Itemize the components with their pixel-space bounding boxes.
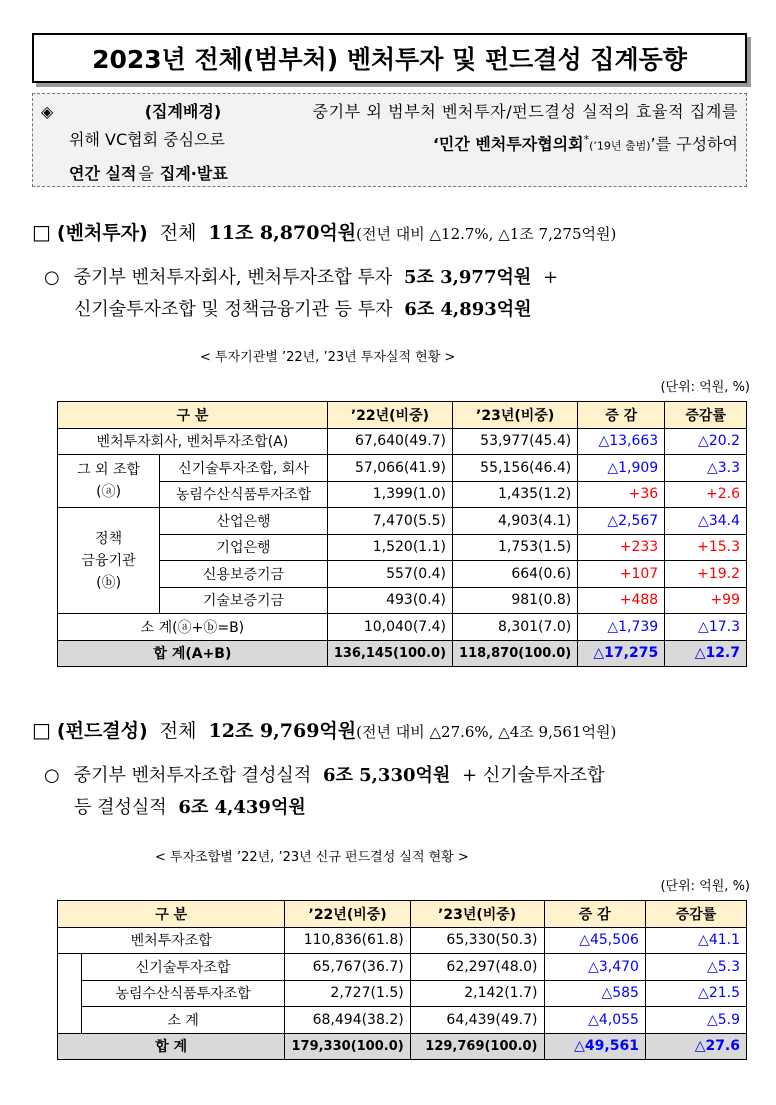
cell-2023: 55,156(46.4) — [453, 455, 578, 482]
header-rate: 증감률 — [645, 901, 746, 928]
section-fund-heading — [32, 716, 616, 743]
section-fund-bullet — [44, 760, 605, 824]
header-2022: ’22년(비중) — [285, 901, 410, 928]
cell-2022: 557(0.4) — [327, 561, 452, 588]
section-fund-total: 12조 9,769억원 — [208, 720, 357, 742]
fund-table — [57, 900, 747, 1060]
header-diff: 증 감 — [544, 901, 645, 928]
circle-bullet-icon: ○ — [44, 267, 60, 288]
section-venture-heading — [32, 218, 616, 245]
cell-rate: △34.4 — [665, 508, 747, 535]
cell-rate: △41.1 — [645, 927, 746, 954]
table-row — [58, 927, 747, 954]
cell-2022: 136,145(100.0) — [327, 640, 452, 667]
cell-diff: △45,506 — [544, 927, 645, 954]
circle-bullet-icon: ○ — [44, 765, 60, 786]
cell-diff: △1,909 — [578, 455, 665, 482]
table2-unit: (단위: 억원, %) — [660, 879, 750, 894]
cell-diff: +488 — [578, 587, 665, 614]
total-row — [58, 1033, 747, 1060]
cell-2022: 493(0.4) — [327, 587, 452, 614]
cell-2022: 67,640(49.7) — [327, 428, 452, 455]
row-label: 농림수산식품투자조합 — [160, 481, 328, 508]
table-row — [58, 534, 747, 561]
table-header-row — [58, 402, 747, 429]
bullet1-tail: + 신기술투자조합 — [462, 765, 605, 786]
group-b-label — [58, 508, 160, 614]
cell-2022: 7,470(5.5) — [327, 508, 452, 535]
cell-rate: △17.3 — [665, 614, 747, 641]
background-council: ‘민간 벤처투자협의회 — [432, 134, 584, 154]
bullet-line-2 — [44, 294, 558, 326]
square-icon: □ — [32, 220, 51, 244]
row-label: 기업은행 — [160, 534, 328, 561]
cell-2023: 118,870(100.0) — [453, 640, 578, 667]
cell-rate: △5.9 — [645, 1007, 746, 1034]
cell-diff: +36 — [578, 481, 665, 508]
table2-caption: < 투자조합별 ’22년, ’23년 신규 펀드결성 실적 현황 > — [155, 850, 469, 865]
background-box — [32, 93, 747, 187]
background-annual: 연간 실적 — [69, 164, 137, 184]
header-diff: 증 감 — [578, 402, 665, 429]
group-a-label-1: 그 외 조합 — [77, 462, 141, 478]
cell-2023: 64,439(49.7) — [410, 1007, 544, 1034]
header-category: 구 분 — [58, 901, 285, 928]
background-label: (집계배경) — [144, 102, 222, 121]
page-title-text: 2023년 전체(범부처) 벤처투자 및 펀드결성 집계동향 — [92, 45, 687, 74]
row-label: 산업은행 — [160, 508, 328, 535]
table-row — [58, 980, 747, 1007]
bullet2-number: 6조 4,439억원 — [178, 797, 306, 818]
cell-2023: 1,753(1.5) — [453, 534, 578, 561]
background-line-1 — [41, 98, 738, 126]
cell-rate: △21.5 — [645, 980, 746, 1007]
diamond-icon: ◈ — [41, 102, 54, 121]
cell-rate: △12.7 — [665, 640, 747, 667]
square-icon: □ — [32, 718, 51, 742]
section-fund-paren: (전년 대비 △27.6%, △4조 9,561억원) — [356, 723, 617, 741]
group-b-label-3: (ⓑ) — [96, 574, 122, 591]
table-row — [58, 428, 747, 455]
section-venture-bullet — [44, 262, 558, 326]
header-category: 구 분 — [58, 402, 328, 429]
cell-2022: 10,040(7.4) — [327, 614, 452, 641]
cell-2023: 53,977(45.4) — [453, 428, 578, 455]
table-row — [58, 455, 747, 482]
table1-unit: (단위: 억원, %) — [660, 380, 750, 395]
row-label: 신용보증기금 — [160, 561, 328, 588]
background-line-2 — [41, 126, 738, 160]
subtotal-row — [58, 1007, 747, 1034]
cell-diff: +233 — [578, 534, 665, 561]
indent-cell — [58, 954, 82, 1034]
cell-diff: △3,470 — [544, 954, 645, 981]
cell-2022: 65,767(36.7) — [285, 954, 410, 981]
section-fund-pre: 전체 — [159, 720, 197, 742]
table-row — [58, 587, 747, 614]
background-line2-a: 위해 VC협회 중심으로 — [69, 130, 225, 149]
header-rate: 증감률 — [665, 402, 747, 429]
investment-table — [57, 401, 747, 667]
cell-2023: 1,435(1.2) — [453, 481, 578, 508]
bullet1-number: 6조 5,330억원 — [322, 765, 451, 786]
total-row — [58, 640, 747, 667]
row-label: 합 계 — [58, 1033, 285, 1060]
bullet-line-2 — [44, 792, 605, 824]
cell-rate: +2.6 — [665, 481, 747, 508]
cell-2023: 4,903(4.1) — [453, 508, 578, 535]
cell-2022: 57,066(41.9) — [327, 455, 452, 482]
row-label: 신기술투자조합 — [81, 954, 285, 981]
section-venture-paren: (전년 대비 △12.7%, △1조 7,275억원) — [356, 225, 617, 243]
cell-diff: △2,567 — [578, 508, 665, 535]
cell-diff: △49,561 — [544, 1033, 645, 1060]
background-line1-text: 중기부 외 범부처 벤처투자/펀드결성 실적의 효율적 집계를 — [312, 102, 738, 121]
row-label: 소 계(ⓐ+ⓑ=B) — [58, 614, 328, 641]
cell-2023: 2,142(1.7) — [410, 980, 544, 1007]
header-2022: ’22년(비중) — [327, 402, 452, 429]
cell-diff: +107 — [578, 561, 665, 588]
bullet1-plus: + — [543, 267, 559, 288]
cell-rate: +19.2 — [665, 561, 747, 588]
cell-diff: △4,055 — [544, 1007, 645, 1034]
table-header-row — [58, 901, 747, 928]
cell-2023: 981(0.8) — [453, 587, 578, 614]
cell-2022: 179,330(100.0) — [285, 1033, 410, 1060]
cell-2022: 110,836(61.8) — [285, 927, 410, 954]
bullet-line-1 — [44, 760, 605, 792]
cell-2022: 1,399(1.0) — [327, 481, 452, 508]
table1-caption: < 투자기관별 ’22년, ’23년 투자실적 현황 > — [200, 350, 456, 365]
row-label: 기술보증기금 — [160, 587, 328, 614]
bullet2-number: 6조 4,893억원 — [404, 299, 532, 320]
bullet2-text: 신기술투자조합 및 정책금융기관 등 투자 — [74, 299, 393, 320]
cell-rate: +15.3 — [665, 534, 747, 561]
cell-diff: △1,739 — [578, 614, 665, 641]
section-venture-total: 11조 8,870억원 — [208, 222, 357, 244]
row-label: 합 계(A+B) — [58, 640, 328, 667]
group-b-label-1: 정책 — [95, 530, 123, 547]
cell-2023: 62,297(48.0) — [410, 954, 544, 981]
row-label: 신기술투자조합, 회사 — [160, 455, 328, 482]
background-publish: 집계·발표 — [159, 164, 228, 184]
cell-2023: 129,769(100.0) — [410, 1033, 544, 1060]
row-label: 소 계 — [81, 1007, 285, 1034]
cell-2023: 664(0.6) — [453, 561, 578, 588]
subtotal-row — [58, 614, 747, 641]
table-row — [58, 561, 747, 588]
row-label: 벤처투자회사, 벤처투자조합(A) — [58, 428, 328, 455]
section-venture-label: (벤처투자) — [56, 222, 148, 244]
cell-2023: 8,301(7.0) — [453, 614, 578, 641]
bullet1-text: 중기부 벤처투자조합 결성실적 — [73, 765, 312, 786]
cell-diff: △13,663 — [578, 428, 665, 455]
cell-rate: △20.2 — [665, 428, 747, 455]
header-2023: ’23년(비중) — [410, 901, 544, 928]
cell-rate: △3.3 — [665, 455, 747, 482]
background-line2-c: ’를 구성하여 — [650, 134, 738, 154]
cell-rate: △27.6 — [645, 1033, 746, 1060]
table-row — [58, 508, 747, 535]
row-label: 농림수산식품투자조합 — [81, 980, 285, 1007]
group-a-label-2: (ⓐ) — [96, 484, 122, 500]
table-row — [58, 954, 747, 981]
cell-diff: △585 — [544, 980, 645, 1007]
background-eul: 을 — [138, 164, 154, 184]
cell-2022: 1,520(1.1) — [327, 534, 452, 561]
header-2023: ’23년(비중) — [453, 402, 578, 429]
cell-rate: △5.3 — [645, 954, 746, 981]
page-title — [32, 33, 747, 83]
cell-2022: 68,494(38.2) — [285, 1007, 410, 1034]
cell-diff: △17,275 — [578, 640, 665, 667]
background-launch: (’19년 출범) — [589, 139, 651, 153]
background-line2-group — [433, 126, 738, 160]
cell-2023: 65,330(50.3) — [410, 927, 544, 954]
group-a-label — [58, 455, 160, 508]
background-line-3 — [41, 160, 738, 188]
row-label: 벤처투자조합 — [58, 927, 285, 954]
cell-rate: +99 — [665, 587, 747, 614]
background-sup: * — [583, 133, 590, 146]
bullet1-number: 5조 3,977억원 — [403, 267, 532, 288]
table-row — [58, 481, 747, 508]
section-fund-label: (펀드결성) — [56, 720, 148, 742]
bullet1-text: 중기부 벤처투자회사, 벤처투자조합 투자 — [73, 267, 393, 288]
section-venture-pre: 전체 — [159, 222, 197, 244]
bullet2-text: 등 결성실적 — [74, 797, 167, 818]
cell-2022: 2,727(1.5) — [285, 980, 410, 1007]
group-b-label-2: 금융기관 — [81, 552, 136, 569]
bullet-line-1 — [44, 262, 558, 294]
